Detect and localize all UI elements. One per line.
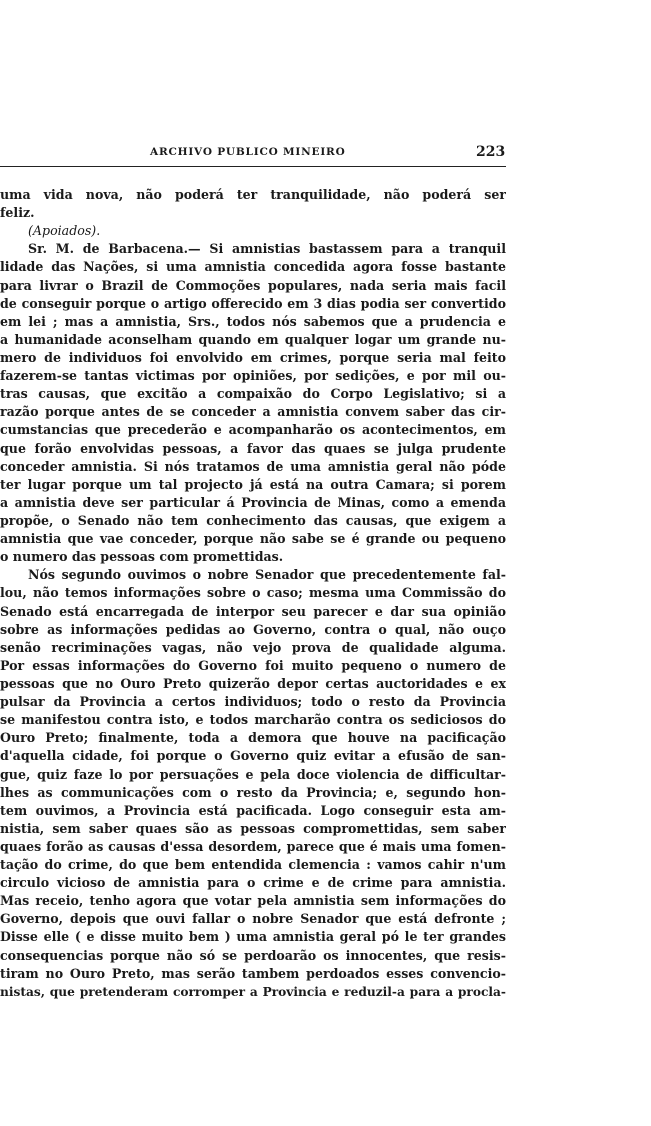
text-line: nistia, sem saber quaes são as pessoas compromettidas, sem saber bbox=[0, 820, 506, 836]
text-line: se manifestou contra isto, e todos marcharão contra os sediciosos do bbox=[0, 712, 506, 728]
text-line: (Apoiados). bbox=[28, 223, 101, 239]
text-line: Ouro Preto; finalmente, toda a demora que houve na pacificação bbox=[0, 730, 506, 746]
text-line: mero de individuos foi envolvido em crimes, porque seria mal feito bbox=[0, 349, 506, 365]
text-line: que forão envolvidas pessoas, a favor das quaes se julga prudente bbox=[0, 440, 506, 456]
text-line: propõe, o Senado não tem conhecimento das causas, que exigem a bbox=[0, 512, 506, 528]
text-line: amnistia que vae conceder, porque não sabe se é grande ou pequeno bbox=[0, 531, 506, 547]
text-line: circulo vicioso de amnistia para o crime e de crime para amnistia. bbox=[0, 875, 506, 891]
text-line: de conseguir porque o artigo offerecido em 3 dias podia ser convertido bbox=[0, 295, 506, 311]
text-line: tiram no Ouro Preto, mas serão tambem perdoados esses convencio- bbox=[0, 965, 506, 981]
text-line: gue, quiz faze lo por persuações e pela doce violencia de difficultar- bbox=[0, 766, 506, 782]
text-line: fazerem-se tantas victimas por opiniões, por sedições, e por mil ou- bbox=[0, 368, 506, 384]
body-text bbox=[0, 186, 506, 1001]
text-line: lhes as communicações com o resto da Provincia; e, segundo hon- bbox=[0, 784, 506, 800]
text-line: Senado está encarregada de interpor seu parecer e dar sua opinião bbox=[0, 603, 506, 619]
header-rule bbox=[0, 166, 506, 167]
text-line: cumstancias que precederão e acompanharão os acontecimentos, em bbox=[0, 422, 506, 438]
text-line: em lei ; mas a amnistia, Srs., todos nós sabemos que a prudencia e bbox=[0, 313, 506, 329]
text-line: o numero das pessoas com promettidas. bbox=[0, 549, 284, 565]
text-line: senão recriminações vagas, não vejo prova de qualidade alguma. bbox=[0, 639, 506, 655]
text-line: tação do crime, do que bem entendida clemencia : vamos cahir n'um bbox=[0, 857, 506, 873]
text-line: Mas receio, tenho agora que votar pela amnistia sem informações do bbox=[0, 893, 506, 909]
text-line: Nós segundo ouvimos o nobre Senador que precedentemente fal- bbox=[28, 567, 506, 583]
text-line: pulsar da Provincia a certos individuos; todo o resto da Provincia bbox=[0, 694, 506, 710]
page-number: 223 bbox=[476, 144, 506, 160]
text-line: para livrar o Brazil de Commoções populares, nada seria mais facil bbox=[0, 277, 506, 293]
text-line: Disse elle ( e disse muito bem ) uma amnistia geral pó le ter grandes bbox=[0, 929, 506, 945]
text-line: uma vida nova, não poderá ter tranquilidade, não poderá ser bbox=[0, 187, 506, 202]
text-line: lou, não temos informações sobre o caso; mesma uma Commissão do bbox=[0, 585, 506, 601]
text-line: tras causas, que excitão a compaixão do Corpo Legislativo; si a bbox=[0, 386, 506, 402]
text-line: Por essas informações do Governo foi muito pequeno o numero de bbox=[0, 657, 506, 673]
text-line: d'aquella cidade, foi porque o Governo quiz evitar a efusão de san- bbox=[0, 748, 506, 764]
text-line: Governo, depois que ouvi fallar o nobre Senador que está defronte ; bbox=[0, 911, 506, 927]
text-line: lidade das Nações, si uma amnistia concedida agora fosse bastante bbox=[0, 259, 506, 275]
running-title: ARCHIVO PUBLICO MINEIRO bbox=[150, 146, 346, 158]
text-line: nistas, que pretenderam corromper a Provincia e reduzil-a para a procla- bbox=[0, 984, 506, 999]
text-line: pessoas que no Ouro Preto quizerão depor certas auctoridades e ex bbox=[0, 675, 506, 691]
text-line: a amnistia deve ser particular á Provincia de Minas, como a emenda bbox=[0, 494, 506, 510]
text-line: razão porque antes de se conceder a amnistia convem saber das cir- bbox=[0, 404, 506, 420]
text-line: ter lugar porque um tal projecto já está na outra Camara; si porem bbox=[0, 476, 506, 492]
text-line: quaes forão as causas d'essa desordem, parece que é mais uma fomen- bbox=[0, 838, 506, 854]
text-line: feliz. bbox=[0, 205, 35, 221]
text-line: consequencias porque não só se perdoarão os innocentes, que resis- bbox=[0, 947, 506, 963]
text-line: Sr. M. de Barbacena.— Si amnistias bastassem para a tranquil bbox=[28, 241, 506, 257]
text-line: a humanidade aconselham quando em qualquer logar um grande nu- bbox=[0, 331, 506, 347]
text-line: sobre as informações pedidas ao Governo, contra o qual, não ouço bbox=[0, 621, 506, 637]
text-line: conceder amnistia. Si nós tratamos de uma amnistia geral não póde bbox=[0, 458, 506, 474]
running-header bbox=[0, 146, 510, 162]
text-line: tem ouvimos, a Provincia está pacificada. Logo conseguir esta am- bbox=[0, 802, 506, 818]
